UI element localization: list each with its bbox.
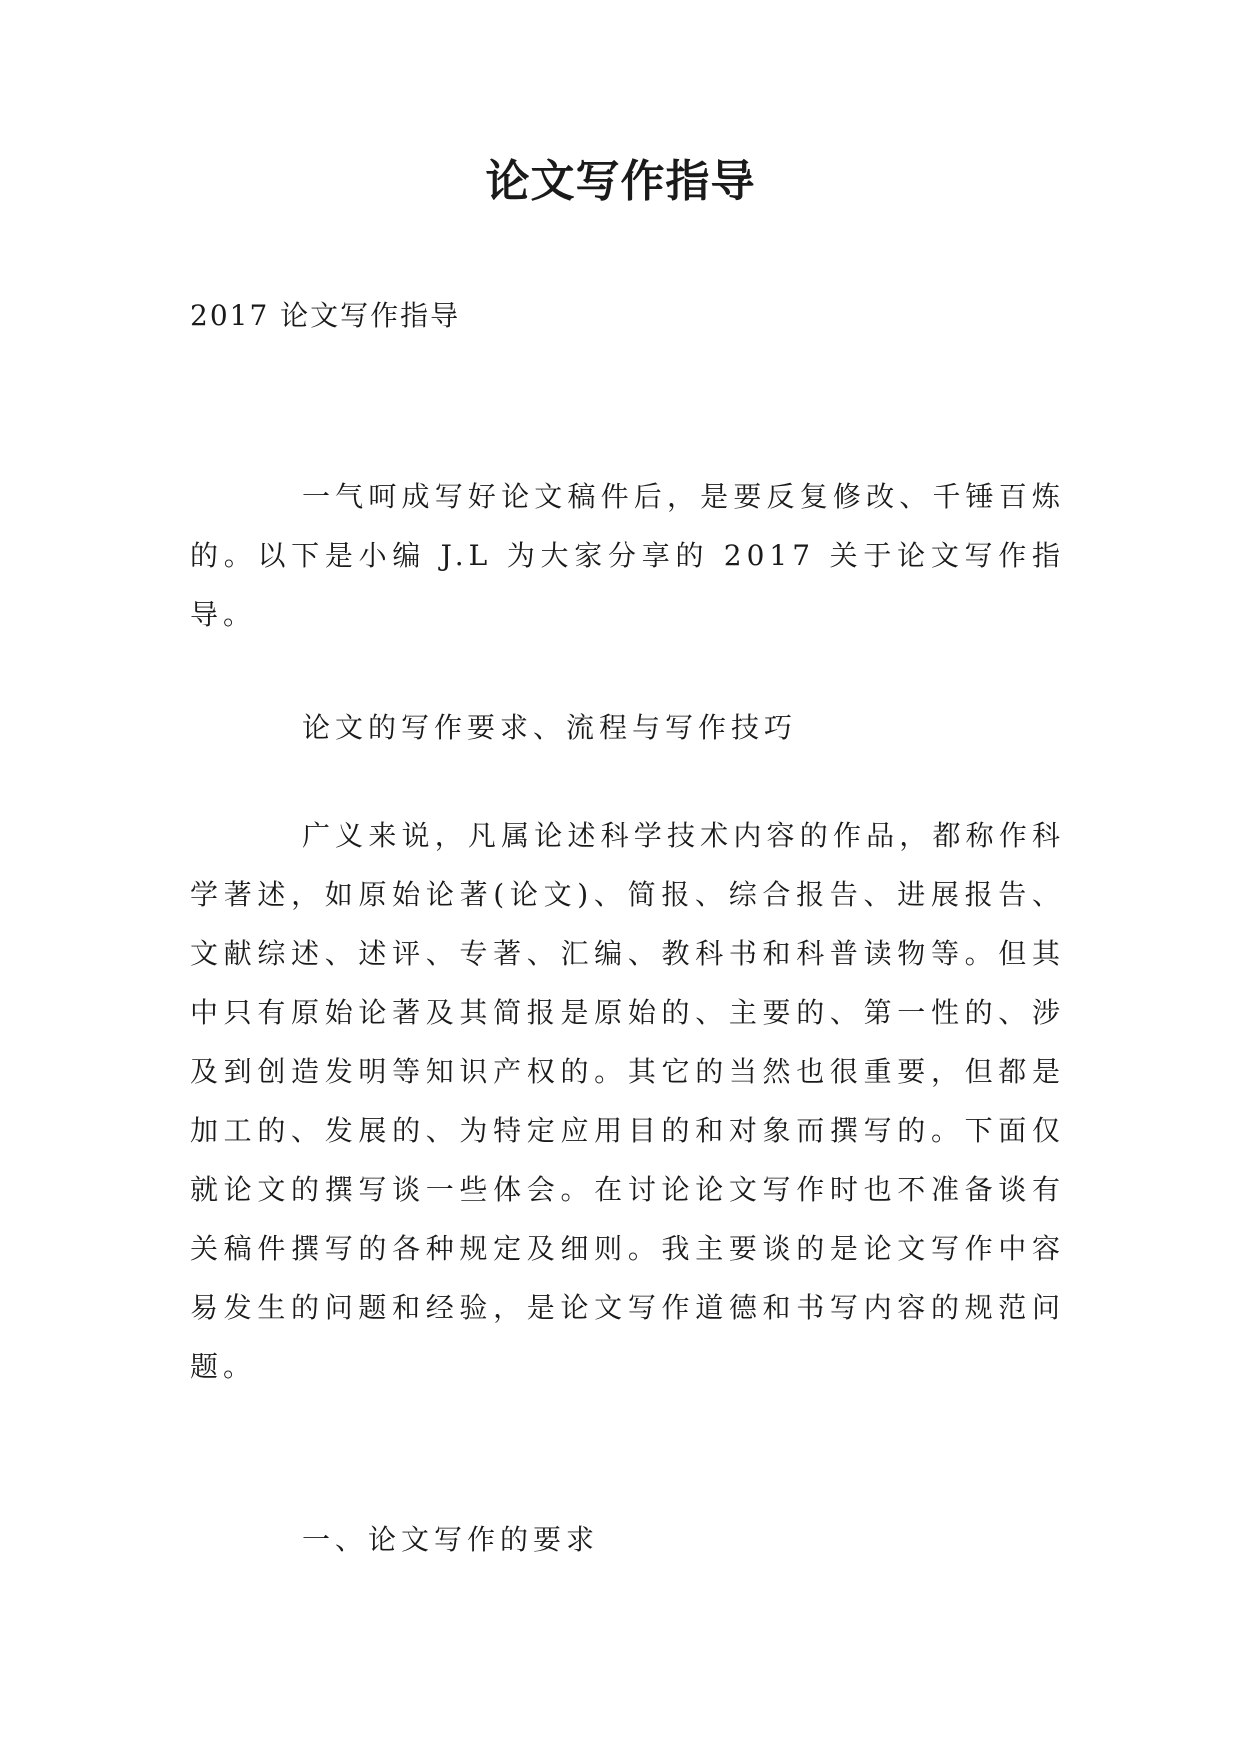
section-one-heading: 一、论文写作的要求 (302, 1523, 600, 1556)
document-subtitle: 2017 论文写作指导 (190, 299, 461, 332)
section-heading: 论文的写作要求、流程与写作技巧 (302, 711, 798, 744)
body-paragraph: 广义来说，凡属论述科学技术内容的作品，都称作科学著述，如原始论著(论文)、简报、综合报告、进展报告、文献综述、述评、专著、汇编、教科书和科普读物等。但其中只有原始论著及其简报是原始的、主要的、第一性的、涉及到创造发明等知识产权的。其它的当然也很重要，但都是加工的、发展的、为特定应用目的和对象而撰写的。下面仅就论文的撰写谈一些体会。在讨论论文写作时也不准备谈有关稿件撰写的各种规定及细则。我主要谈的是论文写作中容易发生的问题和经验，是论文写作道德和书写内容的规范问题。 (190, 819, 1065, 1383)
document-title: 论文写作指导 (485, 156, 756, 207)
intro-paragraph: 一气呵成写好论文稿件后，是要反复修改、千锤百炼的。以下是小编 J.L 为大家分享的 2017 关于论文写作指导。 (190, 480, 1065, 631)
